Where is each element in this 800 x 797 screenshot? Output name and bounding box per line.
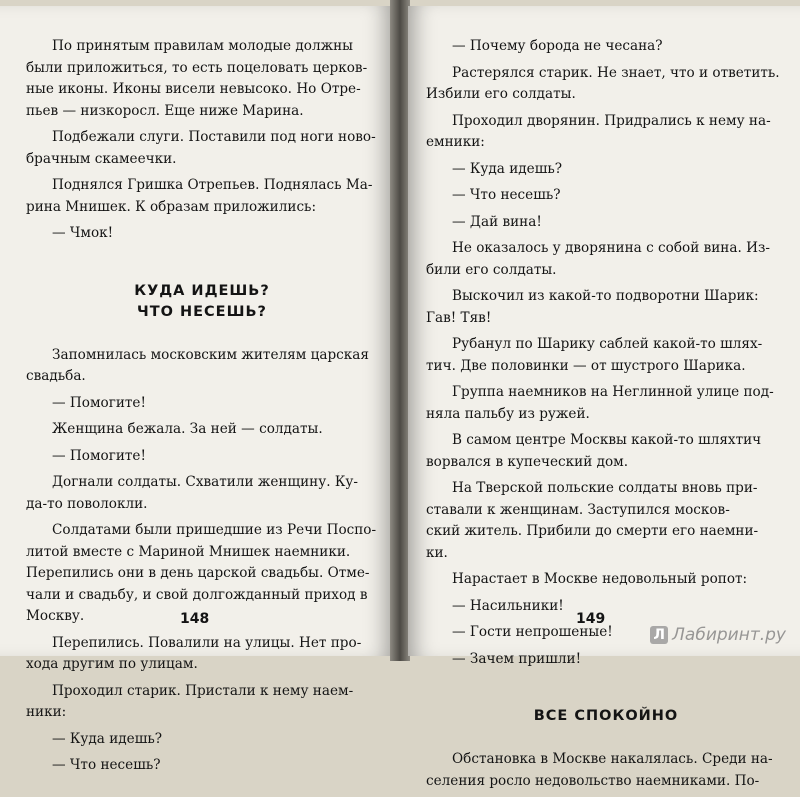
paragraph	[26, 419, 378, 441]
text-line: Женщина бежала. За ней — солдаты.	[52, 421, 323, 437]
paragraph	[26, 681, 378, 724]
paragraph	[426, 111, 786, 154]
text-line: ные иконы. Иконы висели невысоко. Но Отре-	[26, 81, 361, 97]
paragraph	[426, 185, 786, 207]
watermark-text: Лабиринт.ру	[672, 625, 786, 645]
text-line: — Что несешь?	[452, 187, 561, 203]
text-line: В самом центре Москвы какой-то шляхтич	[452, 432, 762, 448]
text-line: чали и свадьбу, и свой долгожданный приход в	[26, 586, 368, 603]
text-line: — Гости непрошеные!	[452, 624, 613, 640]
paragraph	[26, 446, 378, 468]
paragraph	[426, 382, 786, 425]
paragraph	[26, 345, 378, 388]
text-line: Нарастает в Москве недовольный ропот:	[452, 571, 748, 587]
section-heading	[426, 706, 786, 727]
paragraph	[426, 478, 786, 564]
right-paragraph-group-2	[426, 749, 786, 792]
left-page	[0, 6, 392, 773]
paragraph	[426, 749, 786, 792]
page-number-right: 149	[576, 611, 606, 627]
paragraph	[26, 127, 378, 170]
text-line: Не оказалось у дворянина с собой вина. Из-	[452, 240, 770, 256]
paragraph	[426, 36, 786, 58]
text-line: емники:	[426, 134, 485, 150]
text-line: Москву.	[26, 608, 85, 624]
paragraph	[426, 649, 786, 671]
paragraph	[426, 596, 786, 618]
text-line: Перепились они в день царской свадьбы. Отме-	[26, 565, 370, 581]
text-line: — Насильники!	[452, 597, 564, 614]
text-line: Проходил дворянин. Придрались к нему на-	[452, 112, 771, 129]
paragraph	[426, 63, 786, 106]
paragraph	[426, 569, 786, 591]
text-line: Перепились. Повалили на улицы. Нет про-	[52, 634, 362, 651]
paragraph	[26, 755, 378, 777]
text-line: Солдатами были пришедшие из Речи Поспо-	[52, 522, 377, 538]
text-line: были приложиться, то есть поцеловать церков-	[26, 59, 368, 76]
text-line: Избили его солдаты.	[426, 86, 576, 102]
text-line: да-то поволокли.	[26, 495, 148, 512]
text-line: Выскочил из какой-то подворотни Шарик:	[452, 288, 759, 304]
right-page-text	[426, 36, 786, 797]
text-line: ворвался в купеческий дом.	[426, 453, 629, 470]
text-line: Поднялся Гришка Отрепьев. Поднялась Ма-	[52, 177, 373, 193]
book-gutter	[390, 0, 410, 661]
text-line: По принятым правилам молодые должны	[52, 38, 353, 54]
text-line: Группа наемников на Неглинной улице под-	[452, 384, 774, 400]
text-line: Обстановка в Москве накалялась. Среди на-	[452, 751, 773, 767]
left-page-text	[26, 36, 378, 782]
text-line: свадьба.	[26, 368, 86, 384]
text-line: Запомнилась московским жителям царская	[52, 346, 369, 363]
text-line: няла пальбу из ружей.	[426, 405, 590, 422]
text-line: ставали к женщинам. Заступился москов-	[426, 501, 730, 518]
text-line: пьев — низкоросл. Еще ниже Марина.	[26, 102, 304, 119]
text-line: Рубанул по Шарику саблей какой-то шлях-	[452, 336, 763, 352]
paragraph	[26, 36, 378, 122]
watermark-logo	[650, 625, 786, 645]
right-paragraph-group	[426, 36, 786, 670]
text-line: — Дай вина!	[452, 213, 542, 230]
text-line: Гав! Тяв!	[426, 309, 492, 326]
watermark-icon: Л	[650, 626, 668, 644]
text-line: Догнали солдаты. Схватили женщину. Ку-	[52, 474, 358, 490]
text-line: били его солдаты.	[426, 261, 557, 278]
paragraph	[426, 212, 786, 234]
paragraph	[26, 393, 378, 415]
text-line: Подбежали слуги. Поставили под ноги ново-	[52, 129, 376, 145]
text-line: брачным скамеечки.	[26, 150, 177, 167]
text-line: ки.	[426, 544, 448, 561]
text-line: На Тверской польские солдаты вновь при-	[452, 480, 758, 496]
heading-line: ЧТО НЕСЕШЬ?	[137, 303, 267, 320]
text-line: рина Мнишек. К образам приложились:	[26, 198, 317, 215]
text-line: Проходил старик. Пристали к нему наем-	[52, 682, 354, 699]
paragraph	[26, 472, 378, 515]
text-line: — Помогите!	[52, 394, 146, 411]
text-line: ники:	[26, 704, 67, 720]
text-line: — Помогите!	[52, 447, 146, 464]
text-line: — Чмок!	[52, 225, 114, 241]
text-line: тич. Две половинки — от шустрого Шарика.	[426, 357, 746, 374]
heading-line: ВСЕ СПОКОЙНО	[533, 708, 679, 724]
text-line: — Куда идешь?	[452, 160, 563, 177]
text-line: Растерялся старик. Не знает, что и ответить.	[452, 64, 780, 81]
paragraph	[426, 238, 786, 281]
paragraph	[426, 430, 786, 473]
text-line: — Зачем пришли!	[452, 650, 582, 667]
text-line: — Что несешь?	[52, 757, 161, 773]
paragraph	[26, 175, 378, 218]
text-line: ский житель. Прибили до смерти его наемни-	[426, 523, 759, 539]
paragraph	[26, 223, 378, 245]
left-paragraph-group	[26, 36, 378, 245]
right-page	[408, 6, 800, 789]
text-line: — Почему борода не чесана?	[452, 38, 663, 54]
chapter-heading	[26, 281, 378, 323]
text-line: хода другим по улицам.	[26, 656, 198, 672]
paragraph	[426, 334, 786, 377]
text-line: селения росло недовольство наемниками. По-	[426, 772, 760, 789]
left-paragraph-group-2	[26, 345, 378, 777]
page-number-left: 148	[180, 611, 210, 627]
paragraph	[26, 633, 378, 676]
paragraph	[26, 729, 378, 751]
heading-line: КУДА ИДЕШЬ?	[134, 282, 270, 299]
paragraph	[426, 286, 786, 329]
text-line: литой вместе с Мариной Мнишек наемники.	[26, 543, 351, 560]
text-line: — Куда идешь?	[52, 730, 163, 747]
paragraph	[426, 159, 786, 181]
